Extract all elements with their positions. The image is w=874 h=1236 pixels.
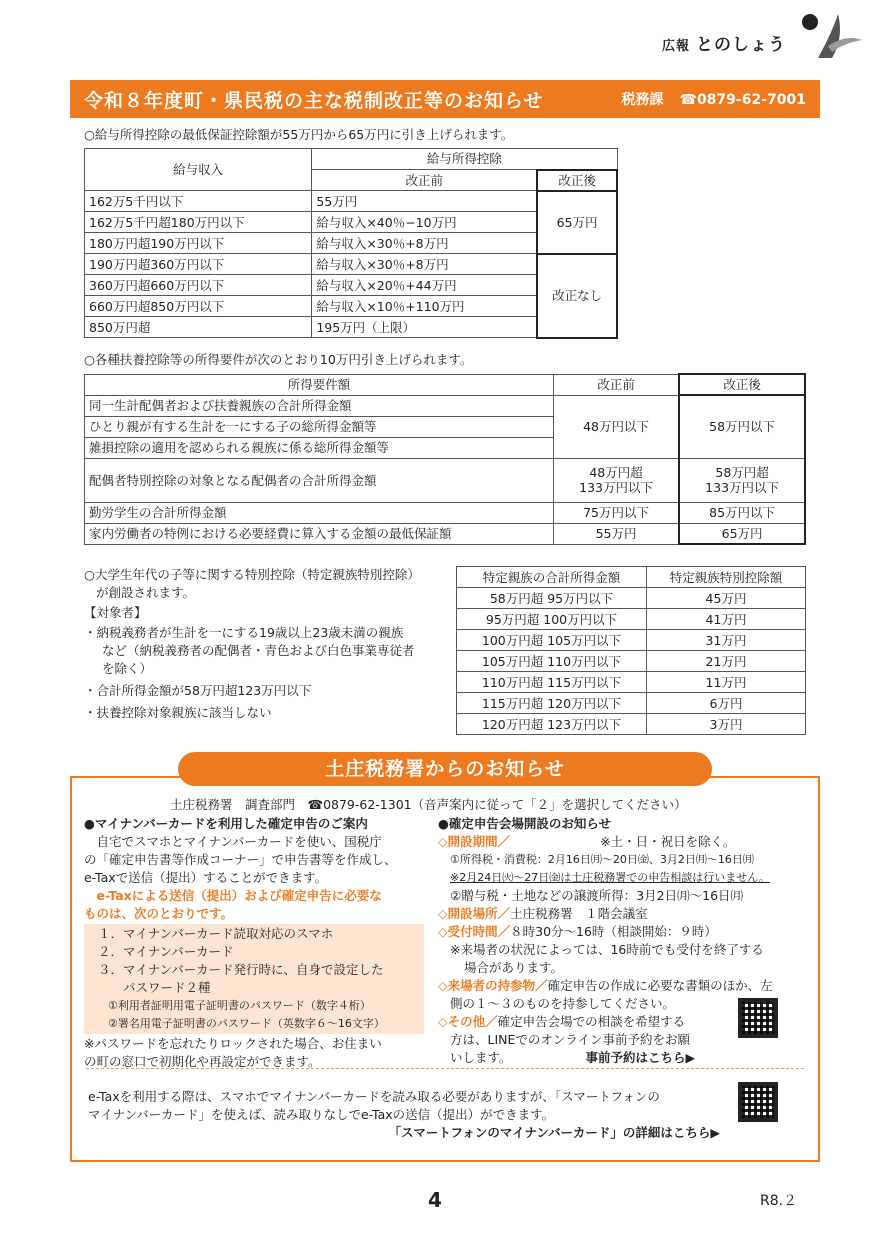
cell-after-a: 65万円 [537,191,617,254]
cell-before: 給与収入×30％+8万円 [312,233,537,254]
col-income: 特定親族の合計所得金額 [457,567,647,588]
text-line: の町の窓口で初期化や再設定ができます。 [84,1054,321,1069]
place-label: ◇開設場所／ [438,906,511,921]
text-line: ・扶養控除対象親族に該当しない [84,705,272,720]
table-row [85,458,806,502]
cell-after [679,458,805,502]
issue-date: R8.２ [760,1193,798,1209]
cell-after-line: 133万円以下 [705,480,780,495]
text-line: ※2月24日㈫〜27日㈮は土庄税務署での申告相談は行いません。 [450,871,770,884]
cell-ded: 31万円 [647,630,806,651]
banner-title: 令和８年度町・県民税の主な税制改正等のお知らせ [84,89,544,112]
other-value: 確定申告会場での相談を希望する [497,1014,686,1029]
publication-brand [662,30,786,55]
cell-before-line: 48万円超 [589,465,643,480]
requirements-list [84,924,424,1034]
cell-income: 105万円超 110万円以下 [457,651,647,672]
salary-deduction-table [84,148,618,339]
table-row [85,502,806,523]
cell-income: 180万円超190万円以下 [85,233,312,254]
cell-income: 190万円超360万円以下 [85,254,312,275]
text-line: ○大学生年代の子等に関する特別控除（特定親族特別控除） [84,567,420,582]
table-row [85,523,806,544]
list-item: １．マイナンバーカード読取対応のスマホ [98,926,334,941]
table-row [85,275,618,296]
text-line: ①所得税・消費税：2月16日㈪〜20日㈮、3月2日㈪〜16日㈪ [450,853,754,866]
cell-ded: 11万円 [647,672,806,693]
cell-income: 850万円超 [85,317,312,338]
reservation-qr-code-icon[interactable] [738,998,778,1038]
time-value: ８時30分〜16時（相談開始：９時） [510,924,717,939]
cell-before: 給与収入×10％+110万円 [312,296,537,317]
text-line: e-Taxで送信（提出）することができます。 [84,870,328,885]
other-label: ◇その他／ [438,1014,498,1029]
cell-before: 給与収入×30％+8万円 [312,254,537,275]
text-line: ※来場者の状況によっては、16時前でも受付を終了する [450,942,764,957]
col-income: 給与収入 [85,149,312,191]
text-line: 場合があります。 [464,960,564,975]
cell-req: 配偶者特別控除の対象となる配偶者の合計所得金額 [85,458,554,502]
table-row [85,191,618,212]
mynumber-guide [84,815,424,1071]
section-banner [70,80,820,118]
reservation-link[interactable]: 事前予約はこちら▶ [585,1050,696,1065]
cell-req: 勤労学生の合計所得金額 [85,502,554,523]
banner-contact [622,89,806,109]
table-row [457,651,806,672]
cell-income: 110万円超 115万円以下 [457,672,647,693]
cell-before: 給与収入×20％+44万円 [312,275,537,296]
period-note: ※土・日・祝日を除く。 [600,834,736,849]
cell-income: 120万円超 123万円以下 [457,714,647,735]
period-label: ◇開設期間／ [438,834,511,849]
cell-income: 95万円超 100万円以下 [457,609,647,630]
text-line: ・納税義務者が生計を一にする19歳以上23歳未満の親族 [84,625,404,640]
cell-income: 660万円超850万円以下 [85,296,312,317]
cell-income: 115万円超 120万円以下 [457,693,647,714]
target-heading: 【対象者】 [84,605,147,620]
col-after: 改正後 [537,170,617,191]
cell-ded: 6万円 [647,693,806,714]
text-line: ※パスワードを忘れたりロックされた場合、お住まい [84,1036,382,1051]
table-row [85,254,618,275]
table-row [457,672,806,693]
col-before: 改正前 [553,374,679,395]
cell-after: 85万円以下 [679,502,805,523]
cell-ded: 45万円 [647,588,806,609]
table-row [85,317,618,338]
special-deduction-text [84,566,444,722]
text-line: ②贈与税・土地などの譲渡所得：3月2日㈪〜16日㈪ [450,888,744,903]
cell-after: 65万円 [679,523,805,544]
col-req: 所得要件額 [85,374,554,395]
text-line: など（納税義務者の配偶者・青色および白色事業専従者 [102,643,415,658]
details-link[interactable]: 「スマートフォンのマイナンバーカード」の詳細はこちら▶ [388,1125,720,1140]
cell-req: ひとり親が有する生計を一にする子の総所得金額等 [85,416,554,437]
cell-before: 55万円 [312,191,537,212]
col-before: 改正前 [312,170,537,191]
cell-before [553,458,679,502]
cell-ded: 41万円 [647,609,806,630]
town-logo-icon [798,12,862,62]
mynumber-heading: ●マイナンバーカードを利用した確定申告のご案内 [84,816,368,831]
banner-phone: ☎0879-62-7001 [679,92,806,108]
table-row [85,296,618,317]
cell-before: 75万円以下 [553,502,679,523]
tax-office-title: 土庄税務署からのお知らせ [178,752,712,786]
emphasis-line: ものは、次のとおりです。 [84,906,234,921]
list-item: パスワード２種 [98,980,211,995]
text-line: マイナンバーカード」を使えば、読み取りなしでe-Taxの送信（提出）ができます。 [88,1107,555,1122]
cell-req: 家内労働者の特例における必要経費に算入する金額の最低保証額 [85,523,554,544]
cell-req: 雑損控除の適用を認められる親族に係る総所得金額等 [85,437,554,458]
table-row [85,212,618,233]
table-row [457,630,806,651]
cell-ded: 3万円 [647,714,806,735]
banner-dept: 税務課 [621,92,664,108]
list-item: ３．マイナンバーカード発行時に、自身で設定した [98,962,384,977]
col-ded: 特定親族特別控除額 [647,567,806,588]
text-line: が創設されます。 [96,585,196,600]
cell-income: 162万5千円超180万円以下 [85,212,312,233]
text-line: いします。 [450,1050,512,1065]
place-value: 土庄税務署 １階会議室 [510,906,648,921]
cell-before: 195万円（上限） [312,317,537,338]
col-after: 改正後 [679,374,805,395]
tax-office-contact: 土庄税務署 調査部門 ☎0879-62-1301（音声案内に従って「２」を選択してください） [170,797,687,812]
cell-after-line: 58万円超 [715,465,769,480]
text-line: を除く） [102,661,153,676]
cell-income: 100万円超 105万円以下 [457,630,647,651]
text-line: 側の１〜３のものを持参してください。 [450,996,676,1011]
table-row [85,395,806,416]
cell-after-b: 改正なし [537,254,617,338]
list-item: ２．マイナンバーカード [98,944,234,959]
emphasis-line: e-Taxによる送信（提出）および確定申告に必要な [84,888,382,903]
details-qr-code-icon[interactable] [738,1082,778,1122]
list-subitem: ②署名用電子証明書のパスワード（英数字６〜16文字） [108,1017,385,1030]
list-subitem: ①利用者証明用電子証明書のパスワード（数字４桁） [108,999,371,1012]
cell-req: 同一生計配偶者および扶養親族の合計所得金額 [85,395,554,416]
table-row [457,588,806,609]
brand-name: とのしょう [696,35,787,55]
text-line: 自宅でスマホとマイナンバーカードを使い、国税庁 [84,834,382,849]
dependent-requirement-table [84,373,806,545]
table-row [85,233,618,254]
cell-before: 給与収入×40％−10万円 [312,212,537,233]
col-deduction: 給与所得控除 [312,149,617,170]
bring-label: ◇来場者の持参物／ [438,978,548,993]
s1-note: ○給与所得控除の最低保証控除額が55万円から65万円に引き上げられます。 [84,127,514,142]
page-number: 4 [428,1188,442,1212]
table-row [457,714,806,735]
venue-heading: ●確定申告会場開設のお知らせ [438,816,612,831]
cell-income: 360万円超660万円以下 [85,275,312,296]
cell-income: 58万円超 95万円以下 [457,588,647,609]
smartphone-mynumber-note [88,1088,728,1142]
brand-small: 広報 [662,39,691,54]
table-row [457,609,806,630]
cell-ded: 21万円 [647,651,806,672]
text-line: の「確定申告書等作成コーナー」で申告書等を作成し、 [84,852,397,867]
cell-after: 58万円以下 [679,395,805,458]
table-row [457,693,806,714]
dashed-divider [86,1068,804,1069]
cell-before-line: 133万円以下 [579,480,653,495]
time-label: ◇受付時間／ [438,924,511,939]
cell-before: 55万円 [553,523,679,544]
text-line: e-Taxを利用する際は、スマホでマイナンバーカードを読み取る必要がありますが、「スマートフォンの [88,1089,660,1104]
text-line: ・合計所得金額が58万円超123万円以下 [84,683,312,698]
cell-before: 48万円以下 [553,395,679,458]
cell-income: 162万5千円以下 [85,191,312,212]
s2-note: ○各種扶養控除等の所得要件が次のとおり10万円引き上げられます。 [84,352,473,367]
special-relative-table [456,566,806,735]
text-line: 方は、LINEでのオンライン事前予約をお願 [450,1032,691,1047]
bring-value: 確定申告の作成に必要な書類のほか、左 [547,978,773,993]
